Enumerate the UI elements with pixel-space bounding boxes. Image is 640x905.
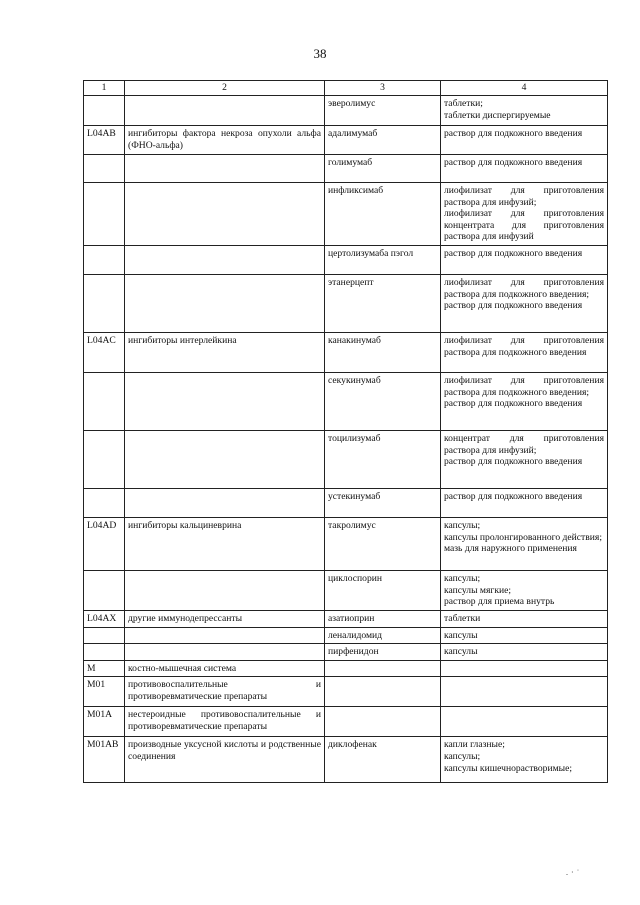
form-cell	[441, 677, 608, 707]
code-cell	[84, 183, 125, 246]
table-row	[84, 570, 608, 610]
table-row	[84, 610, 608, 627]
code-cell	[84, 644, 125, 661]
table-row	[84, 707, 608, 737]
dosage-form: концентрат для приготовления раствора для инфузий;	[444, 432, 604, 456]
group-cell: ингибиторы кальциневрина	[125, 517, 325, 570]
drug-cell	[325, 660, 441, 677]
dosage-form: раствор для подкожного введения	[444, 247, 583, 259]
drug-cell: азатиоприн	[325, 610, 441, 627]
table-row	[84, 183, 608, 246]
drug-table	[83, 80, 608, 783]
code-cell: M01	[84, 677, 125, 707]
group-cell	[125, 644, 325, 661]
table-row	[84, 517, 608, 570]
header-cell-code: 1	[84, 81, 125, 96]
drug-cell: такролимус	[325, 517, 441, 570]
group-cell: костно-мышечная система	[125, 660, 325, 677]
dosage-form: капсулы мягкие;	[444, 584, 512, 596]
table-row	[84, 644, 608, 661]
drug-cell: канакинумаб	[325, 332, 441, 372]
drug-cell	[325, 707, 441, 737]
dosage-form: раствор для приема внутрь	[444, 596, 555, 608]
code-cell	[84, 274, 125, 332]
drug-cell: адалимумаб	[325, 126, 441, 155]
drug-cell: пирфенидон	[325, 644, 441, 661]
form-cell	[441, 245, 608, 274]
group-cell	[125, 155, 325, 183]
dosage-form: раствор для подкожного введения	[444, 157, 583, 168]
form-cell	[441, 274, 608, 332]
group-cell	[125, 245, 325, 274]
dosage-form: лиофилизат для приготовления раствора для подкожного введения;	[444, 276, 604, 300]
table-row	[84, 274, 608, 332]
table-row	[84, 737, 608, 783]
dosage-form: капли глазные;	[444, 739, 505, 751]
form-cell	[441, 707, 608, 737]
dosage-form: капсулы;	[444, 572, 481, 584]
group-cell	[125, 627, 325, 644]
form-cell	[441, 737, 608, 783]
drug-cell: секукинумаб	[325, 372, 441, 430]
dosage-form: капсулы пролонгированного действия;	[444, 531, 602, 543]
drug-cell: циклоспорин	[325, 570, 441, 610]
table-row	[84, 96, 608, 126]
table-row	[84, 155, 608, 183]
code-cell: M01AB	[84, 737, 125, 783]
form-cell	[441, 627, 608, 644]
dosage-form: раствор для подкожного введения	[444, 398, 583, 410]
group-cell	[125, 430, 325, 488]
group-cell: ингибиторы фактора некроза опухоли альфа (ФНО-альфа)	[125, 126, 325, 155]
form-cell	[441, 332, 608, 372]
dosage-form: таблетки диспергируемые	[444, 109, 551, 121]
code-cell: M01A	[84, 707, 125, 737]
group-cell: другие иммунодепрессанты	[125, 610, 325, 627]
group-cell	[125, 488, 325, 517]
code-cell: L04AD	[84, 517, 125, 570]
scan-mark: .·˙	[566, 868, 583, 877]
dosage-form: раствор для подкожного введения	[444, 128, 583, 139]
group-cell	[125, 96, 325, 126]
group-cell	[125, 372, 325, 430]
table-row	[84, 430, 608, 488]
page-number: 38	[313, 46, 327, 61]
form-cell	[441, 660, 608, 677]
dosage-form: таблетки;	[444, 98, 483, 109]
code-cell	[84, 627, 125, 644]
group-cell	[125, 570, 325, 610]
code-cell	[84, 96, 125, 126]
drug-cell: диклофенак	[325, 737, 441, 783]
drug-cell: эверолимус	[325, 96, 441, 126]
form-cell	[441, 372, 608, 430]
form-cell	[441, 430, 608, 488]
drug-cell: этанерцепт	[325, 274, 441, 332]
form-cell	[441, 96, 608, 126]
dosage-form: раствор для подкожного введения	[444, 490, 583, 502]
form-cell	[441, 126, 608, 155]
form-cell	[441, 610, 608, 627]
table-row	[84, 332, 608, 372]
dosage-form: капсулы	[444, 646, 478, 658]
code-cell	[84, 372, 125, 430]
code-cell	[84, 245, 125, 274]
header-cell-form: 4	[441, 81, 608, 96]
code-cell	[84, 155, 125, 183]
dosage-form: капсулы;	[444, 750, 481, 762]
group-cell: нестероидные противовоспалительные и противоревматические препараты	[125, 707, 325, 737]
dosage-form: лиофилизат для приготовления концентрата для приготовления раствора для инфузий	[444, 208, 604, 243]
code-cell	[84, 488, 125, 517]
dosage-form: лиофилизат для приготовления раствора для инфузий;	[444, 185, 604, 208]
form-cell	[441, 644, 608, 661]
form-cell	[441, 570, 608, 610]
header-row	[84, 81, 608, 96]
code-cell: L04AX	[84, 610, 125, 627]
code-cell	[84, 430, 125, 488]
dosage-form: капсулы;	[444, 519, 481, 531]
table-row	[84, 126, 608, 155]
drug-cell: устекинумаб	[325, 488, 441, 517]
code-cell	[84, 570, 125, 610]
header-cell-drug: 3	[325, 81, 441, 96]
dosage-form: мазь для наружного применения	[444, 543, 577, 555]
drug-cell: голимумаб	[325, 155, 441, 183]
form-cell	[441, 183, 608, 246]
code-cell: L04AB	[84, 126, 125, 155]
drug-cell: цертолизумаба пэгол	[325, 245, 441, 274]
table-body	[84, 81, 608, 783]
drug-cell	[325, 677, 441, 707]
dosage-form: таблетки	[444, 612, 481, 624]
code-cell: L04AC	[84, 332, 125, 372]
code-cell: M	[84, 660, 125, 677]
dosage-form: раствор для подкожного введения	[444, 456, 583, 468]
table-row	[84, 660, 608, 677]
form-cell	[441, 488, 608, 517]
dosage-form: раствор для подкожного введения	[444, 300, 583, 312]
group-cell	[125, 183, 325, 246]
table-row	[84, 372, 608, 430]
dosage-form: лиофилизат для приготовления раствора для подкожного введения;	[444, 374, 604, 398]
dosage-form: лиофилизат для приготовления раствора для подкожного введения	[444, 334, 604, 358]
table-row	[84, 488, 608, 517]
drug-cell: леналидомид	[325, 627, 441, 644]
table-row	[84, 677, 608, 707]
form-cell	[441, 155, 608, 183]
drug-cell: тоцилизумаб	[325, 430, 441, 488]
dosage-form: капсулы кишечнорастворимые;	[444, 762, 573, 774]
form-cell	[441, 517, 608, 570]
group-cell	[125, 274, 325, 332]
dosage-form: капсулы	[444, 629, 478, 641]
group-cell: противовоспалительные и противоревматические препараты	[125, 677, 325, 707]
table-row	[84, 245, 608, 274]
drug-cell: инфликсимаб	[325, 183, 441, 246]
group-cell: ингибиторы интерлейкина	[125, 332, 325, 372]
table-row	[84, 627, 608, 644]
group-cell: производные уксусной кислоты и родственные соединения	[125, 737, 325, 783]
header-cell-group: 2	[125, 81, 325, 96]
